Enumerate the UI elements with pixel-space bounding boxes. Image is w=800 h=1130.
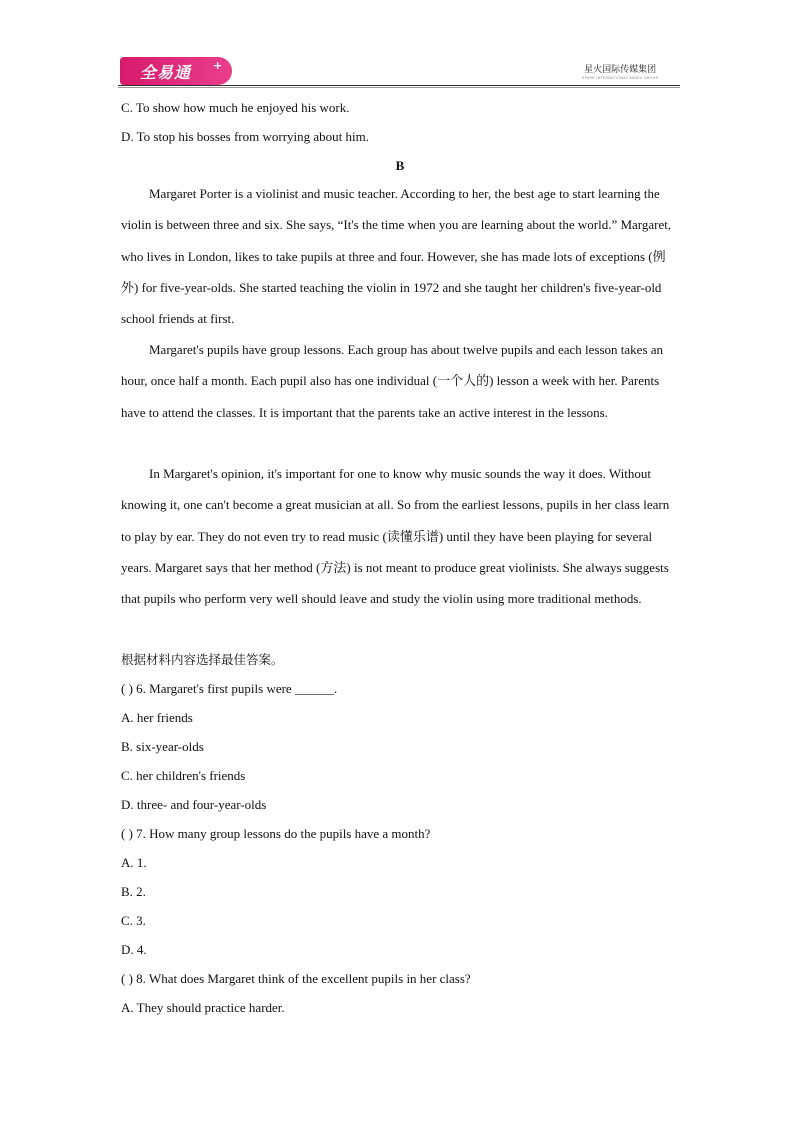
q7-option-a: A. 1. [121,855,147,870]
q6-option-c: C. her children's friends [121,768,246,783]
q7-option-b: B. 2. [121,884,146,899]
paragraph-3-text: In Margaret's opinion, it's important for one to know why music sounds the way it does. Without knowing it, one can't become a great musician at all. So from the earliest lessons, pupils in her class learn to play by ear. They do not even try to read music (读懂乐谱) until they have been playing for several years. Margaret says that her method (方法) is not meant to produce great violinists. She always suggests that pupils who perform very well should leave and study the violin using more traditional methods. [121,466,670,607]
paragraph-3 [121,458,681,614]
q6-option-d: D. three- and four-year-olds [121,797,267,812]
prev-option-d: D. To stop his bosses from worrying about him. [121,129,370,144]
logo-text: 全易通 [140,63,192,82]
brand-mark [582,62,658,80]
paragraph-2 [121,334,681,428]
q6-option-b: B. six-year-olds [121,739,204,754]
paragraph-2-text: Margaret's pupils have group lessons. Each group has about twelve pupils and each lesson takes an hour, once half a month. Each pupil also has one individual (一个人的) lesson a week with her. Parents have to attend the classes. It is important that the parents take an active interest in the lessons. [121,342,664,420]
q7-option-c: C. 3. [121,913,146,928]
q6-option-a: A. her friends [121,710,193,725]
section-label: B [395,158,405,173]
brand-english: SPARK INTERNATIONAL MEDIA GROUP [582,76,658,80]
header-divider [118,85,680,86]
brand-name: 星火国际传媒集团 [584,65,657,75]
question-6: ( ) 6. Margaret's first pupils were ______. [121,681,338,696]
question-8: ( ) 8. What does Margaret think of the excellent pupils in her class? [121,971,471,986]
paragraph-1 [121,178,681,334]
logo [120,57,232,85]
instruction: 根据材料内容选择最佳答案。 [121,652,284,667]
q7-option-d: D. 4. [121,942,147,957]
page-header [118,55,680,89]
paragraph-1-text: Margaret Porter is a violinist and music teacher. According to her, the best age to start learning the violin is between three and six. She says, “It's the time when you are learning about the world.” Margaret, who lives in London, likes to take pupils at three and four. However, she has made lots of exceptions (例外) for five-year-olds. She started teaching the violin in 1972 and she taught her children's five-year-old school friends at first. [121,186,672,327]
prev-option-c: C. To show how much he enjoyed his work. [121,100,350,115]
logo-plus: + [213,59,223,72]
question-7: ( ) 7. How many group lessons do the pupils have a month? [121,826,431,841]
header-divider-thin [118,87,680,88]
q8-option-a: A. They should practice harder. [121,1000,285,1015]
